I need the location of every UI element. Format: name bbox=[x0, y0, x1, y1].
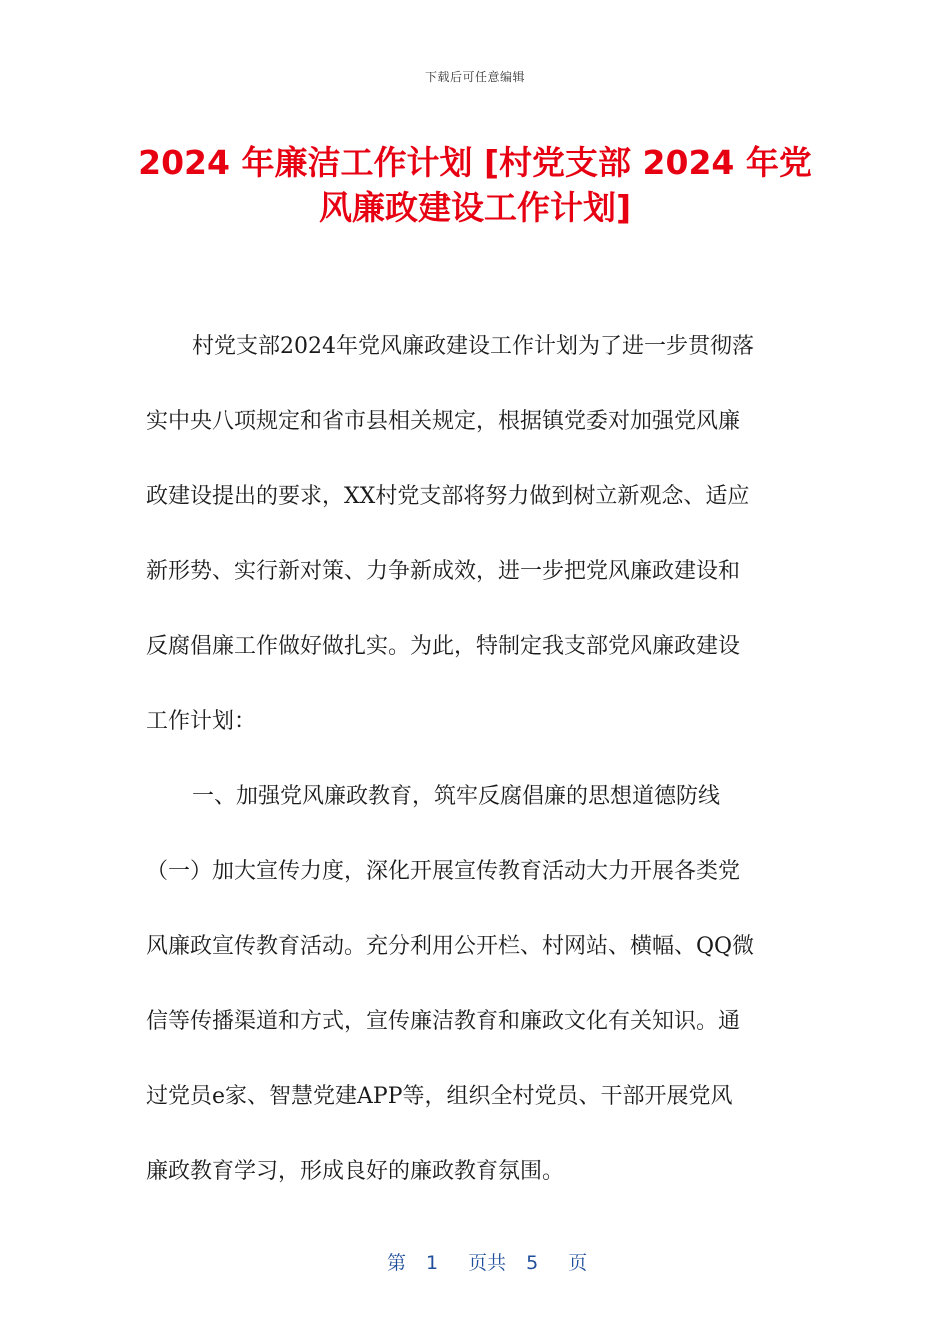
paragraph-line: 新形势、实行新对策、力争新成效，进一步把党风廉政建设和 bbox=[146, 559, 741, 584]
title-line-2: 风廉政建设工作计划] bbox=[318, 188, 632, 227]
paragraph-line: 廉政教育学习，形成良好的廉政教育氛围。 bbox=[146, 1159, 565, 1184]
paragraph-line: 过党员e家、智慧党建APP等，组织全村党员、干部开展党风 bbox=[146, 1084, 733, 1109]
title-line-1: 2024 年廉洁工作计划 [村党支部 2024 年党 bbox=[138, 143, 812, 182]
paragraph-line: 实中央八项规定和省市县相关规定，根据镇党委对加强党风廉 bbox=[146, 409, 741, 434]
page-footer bbox=[0, 1226, 950, 1297]
paragraph-line: 反腐倡廉工作做好做扎实。为此，特制定我支部党风廉政建设 bbox=[146, 634, 741, 659]
paragraph-line: 政建设提出的要求，XX村党支部将努力做到树立新观念、适应 bbox=[146, 484, 750, 509]
document-body bbox=[146, 322, 806, 1222]
footer-prefix: 第 bbox=[386, 1252, 406, 1274]
document-title bbox=[120, 140, 830, 230]
paragraph-line: （一）加大宣传力度，深化开展宣传教育活动大力开展各类党 bbox=[146, 859, 741, 884]
paragraph-line: 村党支部2024年党风廉政建设工作计划为了进一步贯彻落 bbox=[192, 334, 754, 359]
paragraph-line: 风廉政宣传教育活动。充分利用公开栏、村网站、横幅、QQ微 bbox=[146, 934, 755, 959]
footer-current-page: 1 bbox=[425, 1252, 439, 1274]
header-note: 下载后可任意编辑 bbox=[424, 70, 525, 84]
footer-middle: 页共 bbox=[468, 1252, 507, 1274]
paragraph-line: 工作计划： bbox=[146, 709, 257, 734]
paragraph-line: 信等传播渠道和方式，宣传廉洁教育和廉政文化有关知识。通 bbox=[146, 1009, 741, 1034]
section-heading: 一、加强党风廉政教育，筑牢反腐倡廉的思想道德防线 bbox=[192, 784, 721, 809]
footer-suffix: 页 bbox=[568, 1252, 588, 1274]
footer-total-pages: 5 bbox=[526, 1252, 539, 1274]
